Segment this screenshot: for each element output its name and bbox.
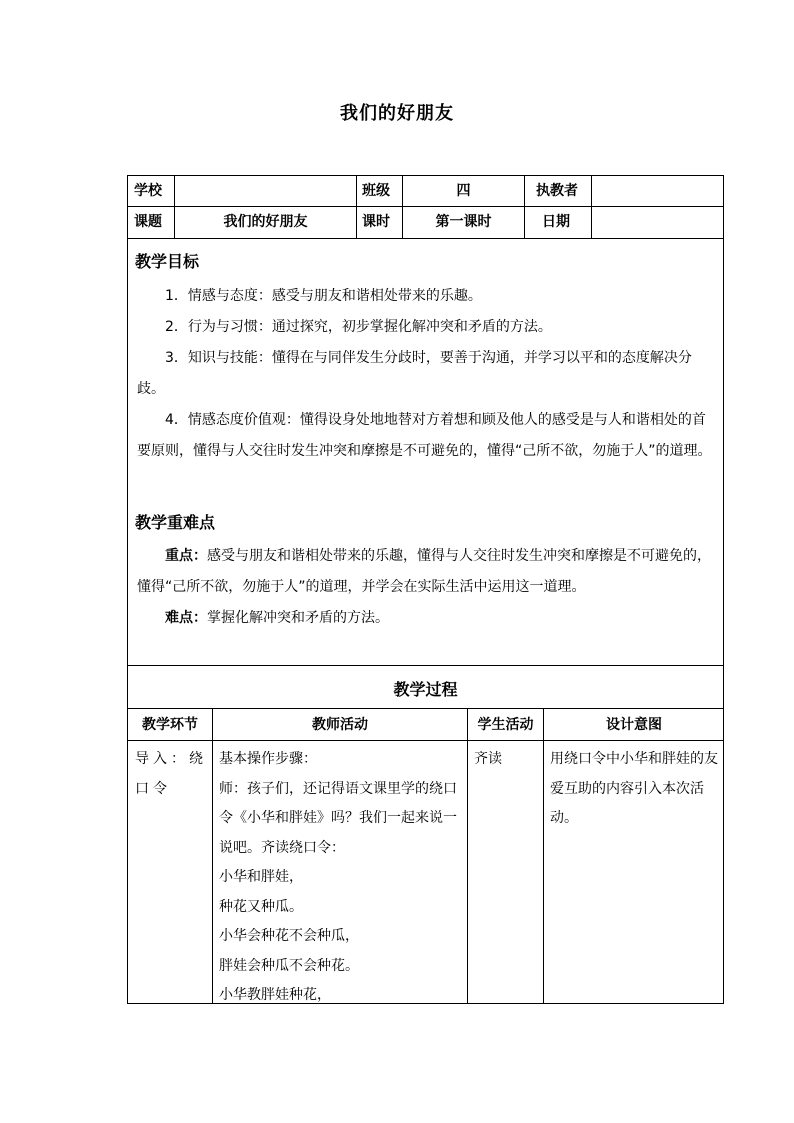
objectives-heading: 教学目标	[135, 252, 200, 271]
col-header-student: 学生活动	[477, 717, 534, 733]
school-label: 学校	[134, 183, 162, 199]
stage-cell: 导入：绕口令	[135, 751, 207, 797]
teacher-label: 执教者	[536, 183, 578, 199]
focus-paragraph	[137, 541, 715, 603]
design-intent-cell: 用绕口令中小华和胖娃的友爱互助的内容引入本次活动。	[550, 751, 718, 826]
difficulty-label: 难点：	[165, 610, 207, 626]
col-header-stage: 教学环节	[142, 717, 198, 733]
teacher-activity-cell: 基本操作步骤： 师：孩子们，还记得语文课里学的绕口令《小华和胖娃》吗？我们一起来说一说吧。齐读绕口令： 小华和胖娃， 种花又种瓜。 小华会种花不会种瓜， 胖娃会种瓜不会种花。 小华教胖娃种花，	[219, 751, 457, 1003]
key-points-heading: 教学重难点	[135, 513, 216, 532]
col-header-teacher: 教师活动	[312, 717, 368, 733]
class-label: 班级	[362, 183, 390, 199]
focus-text: 感受与朋友和谐相处带来的乐趣，懂得与人交往时发生冲突和摩擦是不可避免的，懂得“己所不欲，勿施于人”的道理，并学会在实际生活中运用这一道理。	[137, 548, 711, 595]
process-heading: 教学过程	[393, 680, 458, 699]
student-activity-cell: 齐读	[474, 751, 502, 767]
objective-item: 3．知识与技能：懂得在与同伴发生分歧时，要善于沟通，并学习以平和的态度解决分歧。	[137, 350, 692, 397]
objective-item: 1．情感与态度：感受与朋友和谐相处带来的乐趣。	[165, 288, 482, 304]
period-value: 第一课时	[435, 214, 492, 230]
date-label: 日期	[542, 214, 570, 230]
class-value: 四	[456, 183, 471, 199]
objectives-list	[137, 281, 715, 467]
objective-item: 4．情感态度价值观：懂得设身处地地替对方着想和顾及他人的感受是与人和谐相处的首要原则，懂得与人交往时发生冲突和摩擦是不可避免的，懂得“己所不欲，勿施于人”的道理。	[137, 412, 712, 459]
difficulty-paragraph	[137, 603, 715, 634]
col-header-intent: 设计意图	[606, 717, 662, 733]
page-title: 我们的好朋友	[340, 103, 454, 124]
objective-item: 2．行为与习惯：通过探究，初步掌握化解冲突和矛盾的方法。	[165, 319, 552, 335]
focus-label: 重点：	[165, 548, 207, 564]
period-label: 课时	[362, 214, 390, 230]
topic-value: 我们的好朋友	[223, 214, 308, 230]
difficulty-text: 掌握化解冲突和矛盾的方法。	[207, 610, 389, 626]
topic-label: 课题	[134, 214, 162, 230]
key-points-body	[137, 541, 715, 634]
